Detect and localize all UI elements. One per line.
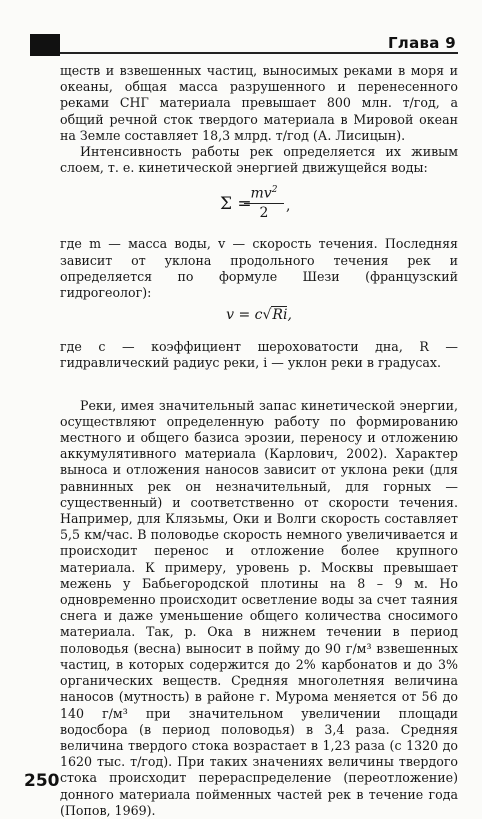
sqrt-sign: √ (262, 307, 272, 324)
paragraph-where-mass: где m — масса воды, v — скорость течения. Последняя зависит от уклона продольного течения рек и определяется по формуле Шези (французский гидрогеолог): (60, 236, 458, 301)
numerator-text: mv (250, 186, 272, 203)
header-rule (60, 52, 458, 54)
page-header (0, 0, 482, 64)
page-number: 250 (24, 771, 60, 791)
formula-denominator: 2 (259, 205, 269, 222)
chapter-title: Глава 9 (387, 34, 456, 52)
chezy-comma: , (287, 307, 292, 324)
paragraph-intensity: Интенсивность работы рек определяется их живым слоем, т. е. кинетической энергией движущейся воды: (60, 144, 458, 176)
page-body (60, 63, 458, 819)
formula-comma: , (286, 198, 291, 215)
paragraph-where-coefficient: где c — коэффициент шероховатости дна, R — гидравлический радиус реки, i — уклон реки в градусах. (60, 339, 458, 371)
header-marker-block (30, 34, 60, 56)
paragraph-continued: ществ и взвешенных частиц, выносимых реками в моря и океаны, общая масса разрушенного и перенесенного реками СНГ материала превышает 800 млн. т/год, а общий речной сток твердого материала в Мировой океан на Земле составляет 18,3 млрд. т/год (А. Лисицын). (60, 63, 458, 143)
paragraph-rivers: Реки, имея значительный запас кинетической энергии, осуществляют определенную работу по формированию местного и общего базиса эрозии, переносу и отложению аккумулятивного материала (Карлович, 2002). Характер выноса и отложения наносов зависит от уклона реки (для равнинных рек он незначительный, для горных — существенный) и соответственно от скорости течения. Например, для Клязьмы, Оки и Волги скорость составляет 5,5 км/час. В половодье скорость немного увеличивается и происходит перенос и отложение более крупного материала. К примеру, уровень р. Москвы превышает межень у Бабьегородской плотины на 8 – 9 м. Но одновременно происходит осветление воды за счет таяния снега и даже уменьшение общего количества сносимого материала. Так, р. Ока в нижнем течении в период половодья (весна) выносит в пойму до 90 г/м³ взвешенных частиц, в которых содержится до 2% карбонатов и до 3% органических веществ. Средняя многолетняя величина наносов (мутность) в районе г. Мурома меняется от 56 до 140 г/м³ при значительном увеличении площади водосбора (в период половодья) в 3,4 раза. Средняя величина твердого стока возрастает в 1,23 раза (с 1320 до 1620 тыс. т/год). При таких значениях величины твердого стока происходит перераспределение (переотложение) донного материала пойменных частей рек в течение года (Попов, 1969). (60, 397, 458, 818)
formula-lhs: Σ = (220, 194, 252, 215)
formula-fraction (244, 182, 284, 221)
chezy-radicand: Ri (272, 307, 288, 324)
chezy-lhs: v = c (226, 307, 263, 324)
formula-numerator (244, 182, 284, 204)
kinetic-energy-formula (60, 180, 458, 230)
section-gap (60, 372, 458, 398)
chezy-formula (60, 307, 458, 333)
numerator-exponent: 2 (271, 185, 278, 196)
